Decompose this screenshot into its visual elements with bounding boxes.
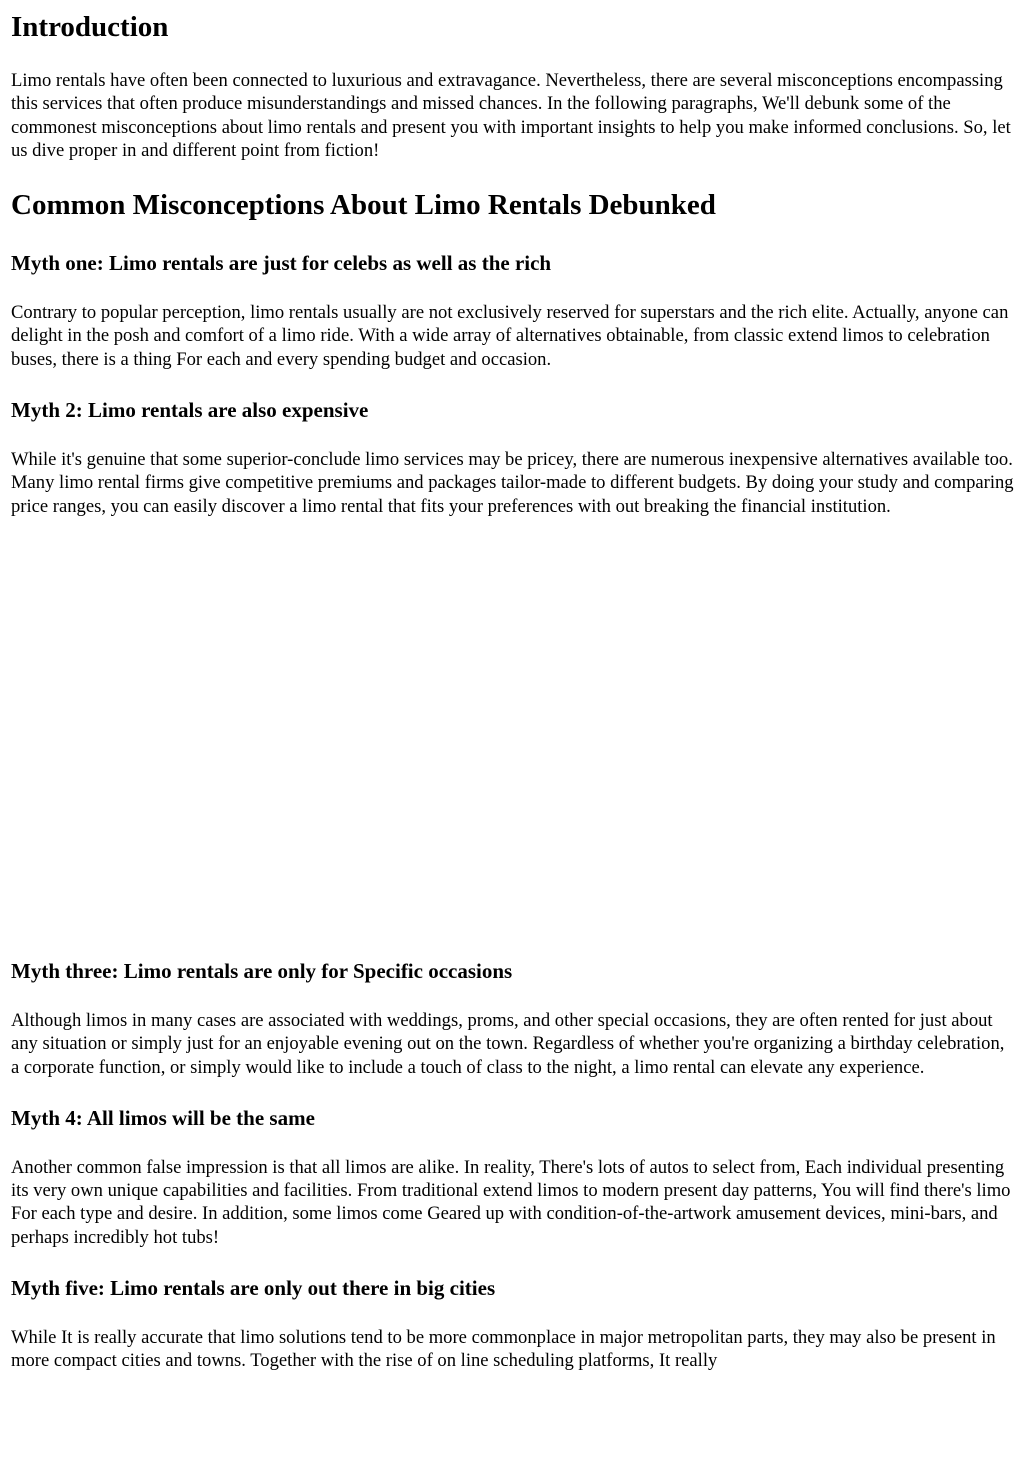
myth-5-paragraph: While It is really accurate that limo solutions tend to be more commonplace in major metropolitan parts, they may also be present in more compact cities and towns. Together with the rise of on line scheduling platforms, It really — [11, 1327, 996, 1372]
myth-3-paragraph: Although limos in many cases are associated with weddings, proms, and other special occasions, they are often rented for just about any situation or simply just for an enjoyable evening out on the town. Regardless of whether you're organizing a birthday celebration, a corporate function, or simply would like to include a touch of class to the night, a limo rental can elevate any experience. — [11, 1009, 1005, 1078]
myth-4-paragraph: Another common false impression is that all limos are alike. In reality, There's lots of autos to select from, Each individual presenting its very own unique capabilities and facilities. From traditional extend limos to modern present day patterns, You will find there's limo For each type and desire. In addition, some limos come Geared up with condition-of-the-artwork amusement devices, mini-bars, and perhaps incredibly hot tubs! — [11, 1156, 1011, 1248]
intro-heading: Introduction — [11, 11, 169, 43]
section-heading: Common Misconceptions About Limo Rentals Debunked — [11, 189, 716, 222]
myth-1-heading: Myth one: Limo rentals are just for celebs as well as the rich — [11, 251, 552, 276]
myth-2-paragraph: While it's genuine that some superior-conclude limo services may be pricey, there are numerous inexpensive alternatives available too. Many limo rental firms give competitive premiums and packages tailor-made to different budgets. By doing your study and comparing price ranges, you can easily discover a limo rental that fits your preferences with out breaking the financial institution. — [11, 449, 1014, 517]
myth-5-heading: Myth five: Limo rentals are only out there in big cities — [11, 1276, 496, 1301]
myth-1-paragraph: Contrary to popular perception, limo rentals usually are not exclusively reserved for superstars and the rich elite. Actually, anyone can delight in the posh and comfort of a limo ride. With a wide array of alternatives obtainable, from classic extend limos to celebration buses, there is a thing For each and every spending budget and occasion. — [11, 302, 1009, 370]
myth-2-heading: Myth 2: Limo rentals are also expensive — [11, 398, 369, 423]
myth-3-heading: Myth three: Limo rentals are only for Specific occasions — [11, 958, 513, 983]
myth-4-heading: Myth 4: All limos will be the same — [11, 1105, 315, 1130]
blank-embed-area — [11, 518, 1016, 958]
article — [0, 10, 1024, 1373]
intro-paragraph: Limo rentals have often been connected to luxurious and extravagance. Nevertheless, there are several misconceptions encompassing this services that often produce misunderstandings and missed chances. In the following paragraphs, We'll debunk some of the commonest misconceptions about limo rentals and present you with important insights to help you make informed conclusions. So, let us dive proper in and different point from fiction! — [11, 70, 1011, 161]
